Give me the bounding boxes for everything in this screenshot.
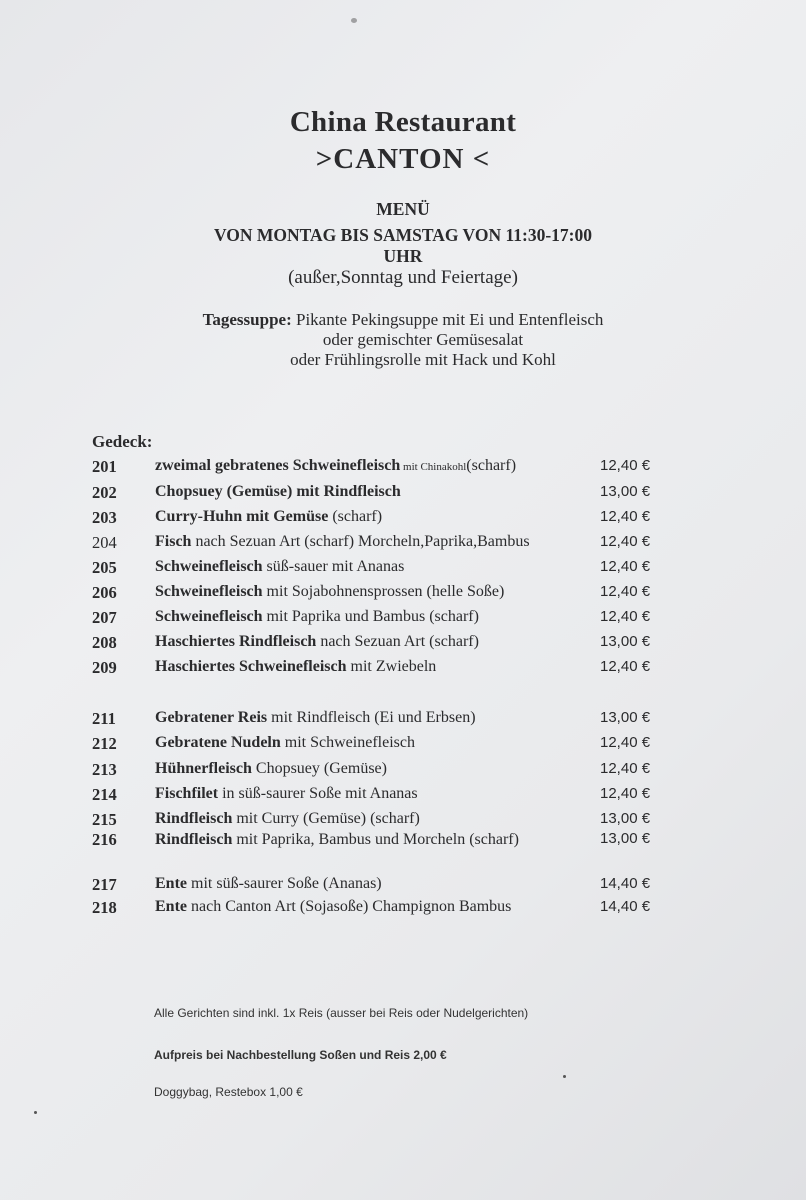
- menu-item-dish-bold: Rindfleisch: [155, 831, 233, 848]
- menu-item-dish: [155, 810, 420, 828]
- menu-item-dish-bold: Chopsuey (Gemüse) mit Rindfleisch: [155, 483, 401, 500]
- menu-item-dish-rest: süß-sauer mit Ananas: [262, 558, 405, 575]
- footnote-rice: Alle Gerichten sind inkl. 1x Reis (ausser bei Reis oder Nudelgerichten): [154, 1006, 529, 1020]
- menu-item-dish-bold: Schweinefleisch: [155, 583, 263, 600]
- menu-item-row: [0, 483, 806, 507]
- menu-item-price: 12,40 €: [600, 658, 651, 675]
- menu-item-dish-bold: Fisch: [155, 533, 192, 550]
- menu-item-dish-bold: Rindfleisch: [155, 810, 233, 827]
- soup-line-1: [0, 310, 806, 330]
- footnote-doggybag: Doggybag, Restebox 1,00 €: [154, 1085, 303, 1099]
- paper-speck: [563, 1075, 566, 1078]
- menu-item-dish-bold: Schweinefleisch: [155, 558, 263, 575]
- menu-item-price: 12,40 €: [600, 583, 651, 600]
- menu-item-dish-rest: Chopsuey (Gemüse): [251, 760, 387, 777]
- menu-item-dish: [155, 457, 516, 475]
- menu-item-number: 218: [92, 898, 117, 917]
- menu-item-number: 215: [92, 810, 117, 829]
- menu-item-dish-rest: nach Canton Art (Sojasoße) Champignon Bambus: [187, 898, 512, 915]
- opening-hours: VON MONTAG BIS SAMSTAG VON 11:30-17:00: [213, 225, 592, 245]
- menu-item-dish-rest: mit Curry (Gemüse) (scharf): [232, 810, 420, 827]
- paper-speck: [34, 1111, 37, 1114]
- closed-days: (außer,Sonntag und Feiertage): [288, 267, 518, 288]
- menu-item-dish: [155, 533, 530, 551]
- menu-item-dish-bold: Hühnerfleisch: [155, 760, 252, 777]
- menu-item-price: 12,40 €: [600, 734, 651, 751]
- menu-item-dish: [155, 760, 387, 778]
- menu-item-dish-rest: mit süß-saurer Soße (Ananas): [187, 875, 382, 892]
- menu-item-number: 217: [92, 875, 117, 894]
- menu-item-number: 201: [92, 457, 117, 476]
- menu-item-row: [0, 658, 806, 682]
- menu-item-dish: [155, 608, 479, 626]
- menu-item-dish: [155, 658, 436, 676]
- menu-item-price: 13,00 €: [600, 810, 651, 827]
- menu-item-dish-rest: (scharf): [328, 508, 383, 525]
- paper-speck: [351, 18, 357, 23]
- menu-item-dish: [155, 830, 555, 851]
- menu-item-price: 12,40 €: [600, 457, 651, 474]
- menu-item-number: 202: [92, 483, 117, 502]
- menu-item-dish-bold: Haschiertes Schweinefleisch: [155, 658, 347, 675]
- menu-item-dish-rest: mit Paprika und Bambus (scharf): [262, 608, 479, 625]
- soup-text-1: Pikante Pekingsuppe mit Ei und Entenfleisch: [296, 310, 604, 329]
- soup-line-2: oder gemischter Gemüsesalat: [322, 330, 524, 349]
- menu-item-number: 206: [92, 583, 117, 602]
- menu-item-row: [0, 760, 806, 784]
- menu-item-price: 12,40 €: [600, 508, 651, 525]
- menu-item-dish: [155, 875, 382, 893]
- menu-item-dish-bold: Haschiertes Rindfleisch: [155, 633, 317, 650]
- soup-line-3: oder Frühlingsrolle mit Hack und Kohl: [290, 350, 556, 369]
- menu-heading: MENÜ: [376, 199, 430, 219]
- menu-item-price: 13,00 €: [600, 483, 651, 500]
- menu-item-row: [0, 633, 806, 657]
- restaurant-subtitle: >CANTON <: [315, 143, 491, 175]
- menu-item-price: 13,00 €: [600, 633, 651, 650]
- menu-item-price: 12,40 €: [600, 760, 651, 777]
- menu-item-price: 14,40 €: [600, 875, 651, 892]
- menu-item-row: [0, 709, 806, 733]
- menu-item-dish-rest: mit Zwiebeln: [346, 658, 437, 675]
- menu-item-dish: [155, 558, 404, 576]
- menu-item-row: [0, 508, 806, 532]
- menu-item-price: 12,40 €: [600, 785, 651, 802]
- menu-item-dish-bold: Gebratene Nudeln: [155, 734, 281, 751]
- menu-item-dish-bold: Ente: [155, 875, 187, 892]
- menu-item-price: 12,40 €: [600, 533, 651, 550]
- menu-item-row: [0, 558, 806, 582]
- menu-item-price: 13,00 €: [600, 830, 651, 847]
- menu-item-row: [0, 898, 806, 922]
- menu-item-dish: [155, 583, 504, 601]
- opening-hours-uhr: UHR: [383, 246, 423, 266]
- menu-item-number: 204: [92, 533, 117, 552]
- menu-item-row: [0, 608, 806, 632]
- menu-item-number: 212: [92, 734, 117, 753]
- menu-item-price: 13,00 €: [600, 709, 651, 726]
- menu-item-dish: [155, 709, 476, 727]
- menu-item-dish: [155, 898, 511, 916]
- menu-item-dish: [155, 785, 418, 803]
- menu-item-dish-rest: (scharf): [466, 457, 517, 474]
- menu-item-number: 211: [92, 709, 116, 728]
- menu-item-dish-rest: mit Paprika, Bambus und Morcheln (scharf): [232, 831, 519, 848]
- menu-item-number: 216: [92, 830, 117, 849]
- menu-item-row: [0, 875, 806, 899]
- menu-item-dish: [155, 734, 415, 752]
- menu-item-dish-rest: mit Schweinefleisch: [280, 734, 415, 751]
- menu-item-number: 205: [92, 558, 117, 577]
- footnote-surcharge: Aufpreis bei Nachbestellung Soßen und Reis 2,00 €: [154, 1048, 447, 1062]
- menu-item-dish-bold: Fischfilet: [155, 785, 219, 802]
- menu-item-row: [0, 830, 806, 854]
- menu-item-row: [0, 734, 806, 758]
- menu-item-dish-rest: mit Rindfleisch (Ei und Erbsen): [267, 709, 476, 726]
- menu-item-dish-rest: mit Sojabohnensprossen (helle Soße): [262, 583, 505, 600]
- menu-item-number: 208: [92, 633, 117, 652]
- menu-item-dish-bold: Schweinefleisch: [155, 608, 263, 625]
- restaurant-title: China Restaurant: [289, 106, 517, 138]
- menu-item-number: 214: [92, 785, 117, 804]
- menu-item-price: 12,40 €: [600, 558, 651, 575]
- menu-item-price: 14,40 €: [600, 898, 651, 915]
- menu-item-number: 207: [92, 608, 117, 627]
- menu-item-dish-bold: zweimal gebratenes Schweinefleisch: [155, 457, 401, 474]
- menu-item-dish-bold: Ente: [155, 898, 187, 915]
- menu-item-dish: [155, 483, 401, 501]
- menu-item-number: 213: [92, 760, 117, 779]
- menu-item-dish-rest: in süß-saurer Soße mit Ananas: [218, 785, 418, 802]
- menu-item-row: [0, 457, 806, 481]
- soup-label: Tagessuppe:: [202, 310, 292, 329]
- menu-item-number: 209: [92, 658, 117, 677]
- menu-item-number: 203: [92, 508, 117, 527]
- gedeck-label: Gedeck:: [92, 432, 153, 451]
- menu-item-row: [0, 533, 806, 557]
- menu-item-row: [0, 785, 806, 809]
- menu-item-price: 12,40 €: [600, 608, 651, 625]
- menu-item-dish-bold: Curry-Huhn mit Gemüse: [155, 508, 329, 525]
- menu-item-dish-small: mit Chinakohl: [400, 461, 467, 473]
- menu-item-row: [0, 583, 806, 607]
- menu-item-dish-bold: Gebratener Reis: [155, 709, 268, 726]
- menu-item-dish-rest: nach Sezuan Art (scharf): [316, 633, 479, 650]
- menu-item-dish-rest: nach Sezuan Art (scharf) Morcheln,Paprika,Bambus: [191, 533, 530, 550]
- menu-item-dish: [155, 633, 479, 651]
- menu-item-dish: [155, 508, 382, 526]
